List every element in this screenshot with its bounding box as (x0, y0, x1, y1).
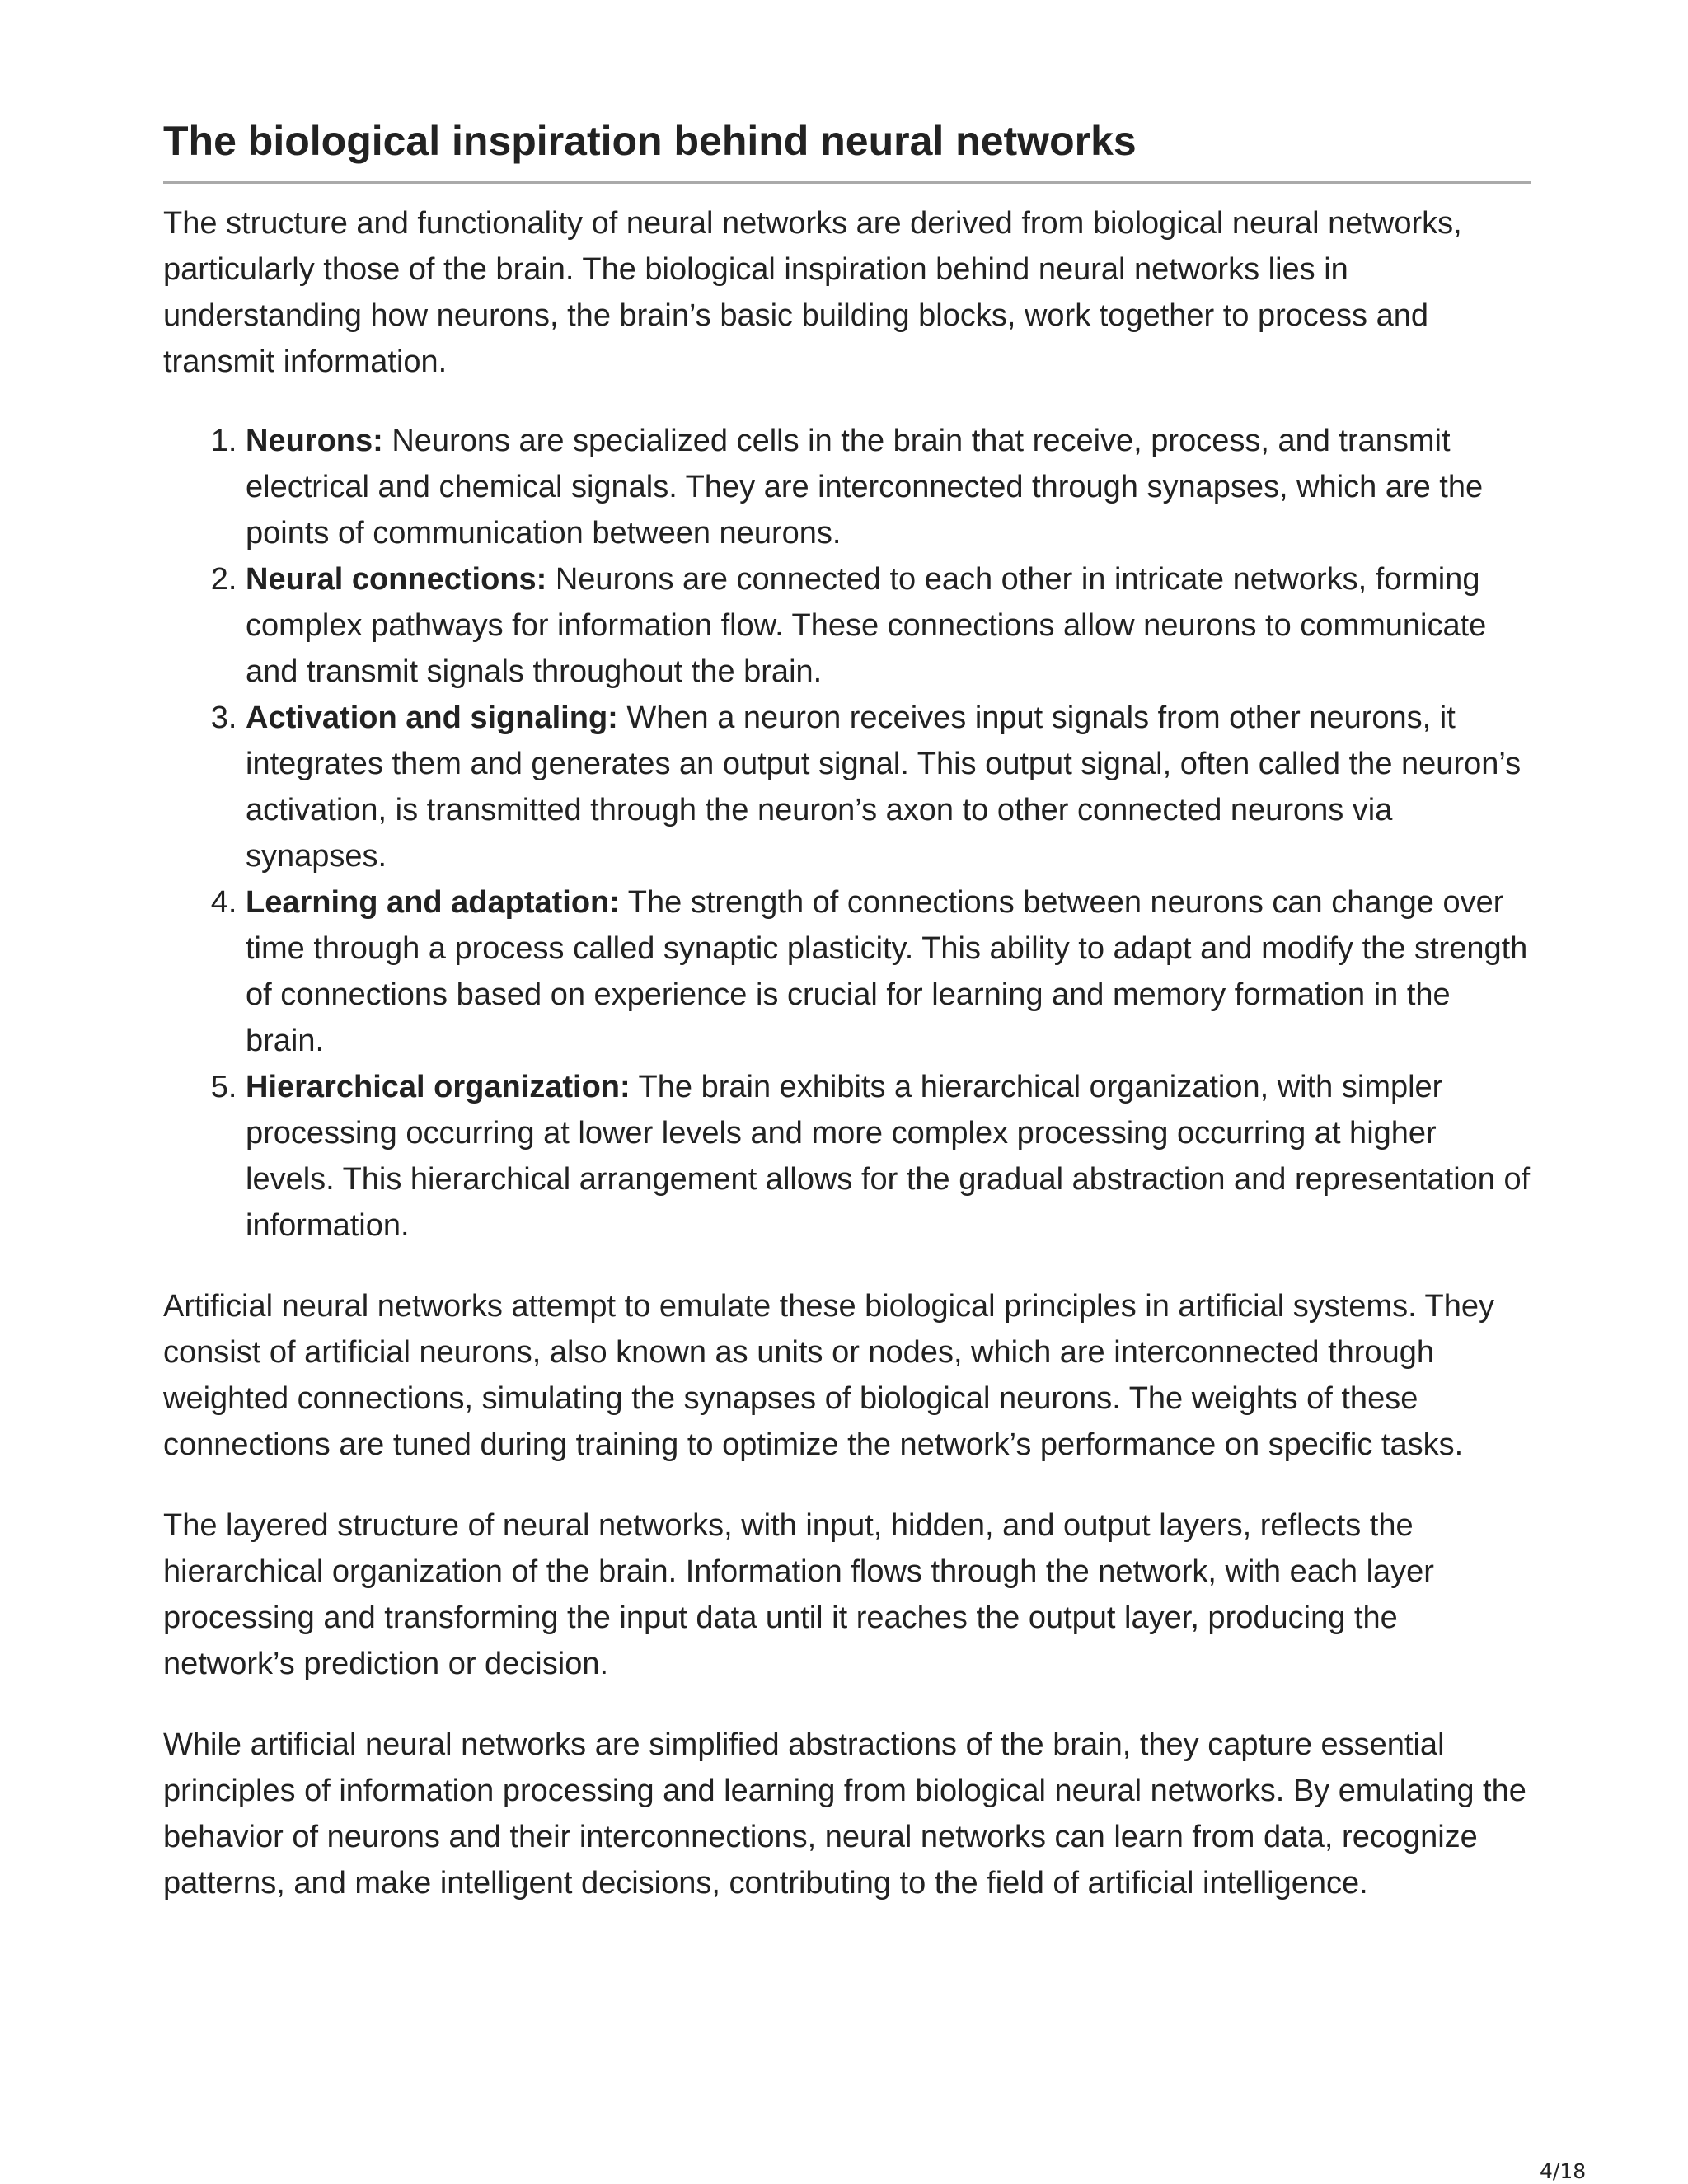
list-item (246, 556, 1531, 695)
list-item (246, 418, 1531, 556)
principles-list (163, 418, 1531, 1249)
list-item-text: Neurons are specialized cells in the brain that receive, process, and transmit electrical and chemical signals. They are interconnected through synapses, which are the points of communication between neurons. (246, 424, 1484, 551)
body-paragraph: Artificial neural networks attempt to emulate these biological principles in artificial systems. They consist of artificial neurons, also known as units or nodes, which are interconnected through weighted connections, simulating the synapses of biological neurons. The weights of these connections are tuned during training to optimize the network’s performance on specific tasks. (163, 1289, 1494, 1462)
section-heading: The biological inspiration behind neural networks (163, 112, 1531, 184)
body-paragraph: The layered structure of neural networks, with input, hidden, and output layers, reflects the hierarchical organization of the brain. Information flows through the network, with each layer processing and transforming the input data until it reaches the output layer, producing the network’s prediction or decision. (163, 1508, 1434, 1681)
list-item-text: The strength of connections between neurons can change over time through a process called synaptic plasticity. This ability to adapt and modify the strength of connections based on experience is crucial for learning and memory formation in the brain. (246, 885, 1528, 1058)
intro-paragraph: The structure and functionality of neural networks are derived from biological neural networks, particularly those of the brain. The biological inspiration behind neural networks lies in understanding how neurons, the brain’s basic building blocks, work together to process and transmit information. (163, 206, 1462, 379)
list-item (246, 695, 1531, 879)
list-item (246, 879, 1531, 1064)
list-item-text: When a neuron receives input signals from other neurons, it integrates them and generates an output signal. This output signal, often called the neuron’s activation, is transmitted through the neuron’s axon to other connected neurons via synapses. (246, 701, 1522, 874)
list-item-term: Activation and signaling: (246, 701, 618, 735)
list-item-text: Neurons are connected to each other in intricate networks, forming complex pathways for information flow. These connections allow neurons to communicate and transmit signals throughout the brain. (246, 562, 1487, 689)
list-item-term: Neurons: (246, 424, 383, 458)
article-section (163, 112, 1531, 1906)
body-paragraph: While artificial neural networks are simplified abstractions of the brain, they capture essential principles of information processing and learning from biological neural networks. By emulating the behavior of neurons and their interconnections, neural networks can learn from data, recognize patterns, and make intelligent decisions, contributing to the field of artificial intelligence. (163, 1727, 1526, 1900)
list-item-term: Neural connections: (246, 562, 547, 597)
list-item (246, 1064, 1531, 1249)
page-number: 4/18 (1540, 2159, 1587, 2183)
list-item-text: The brain exhibits a hierarchical organization, with simpler processing occurring at lower levels and more complex processing occurring at higher levels. This hierarchical arrangement allows for the gradual abstraction and representation of information. (246, 1070, 1531, 1243)
list-item-term: Learning and adaptation: (246, 885, 620, 920)
list-item-term: Hierarchical organization: (246, 1070, 631, 1104)
